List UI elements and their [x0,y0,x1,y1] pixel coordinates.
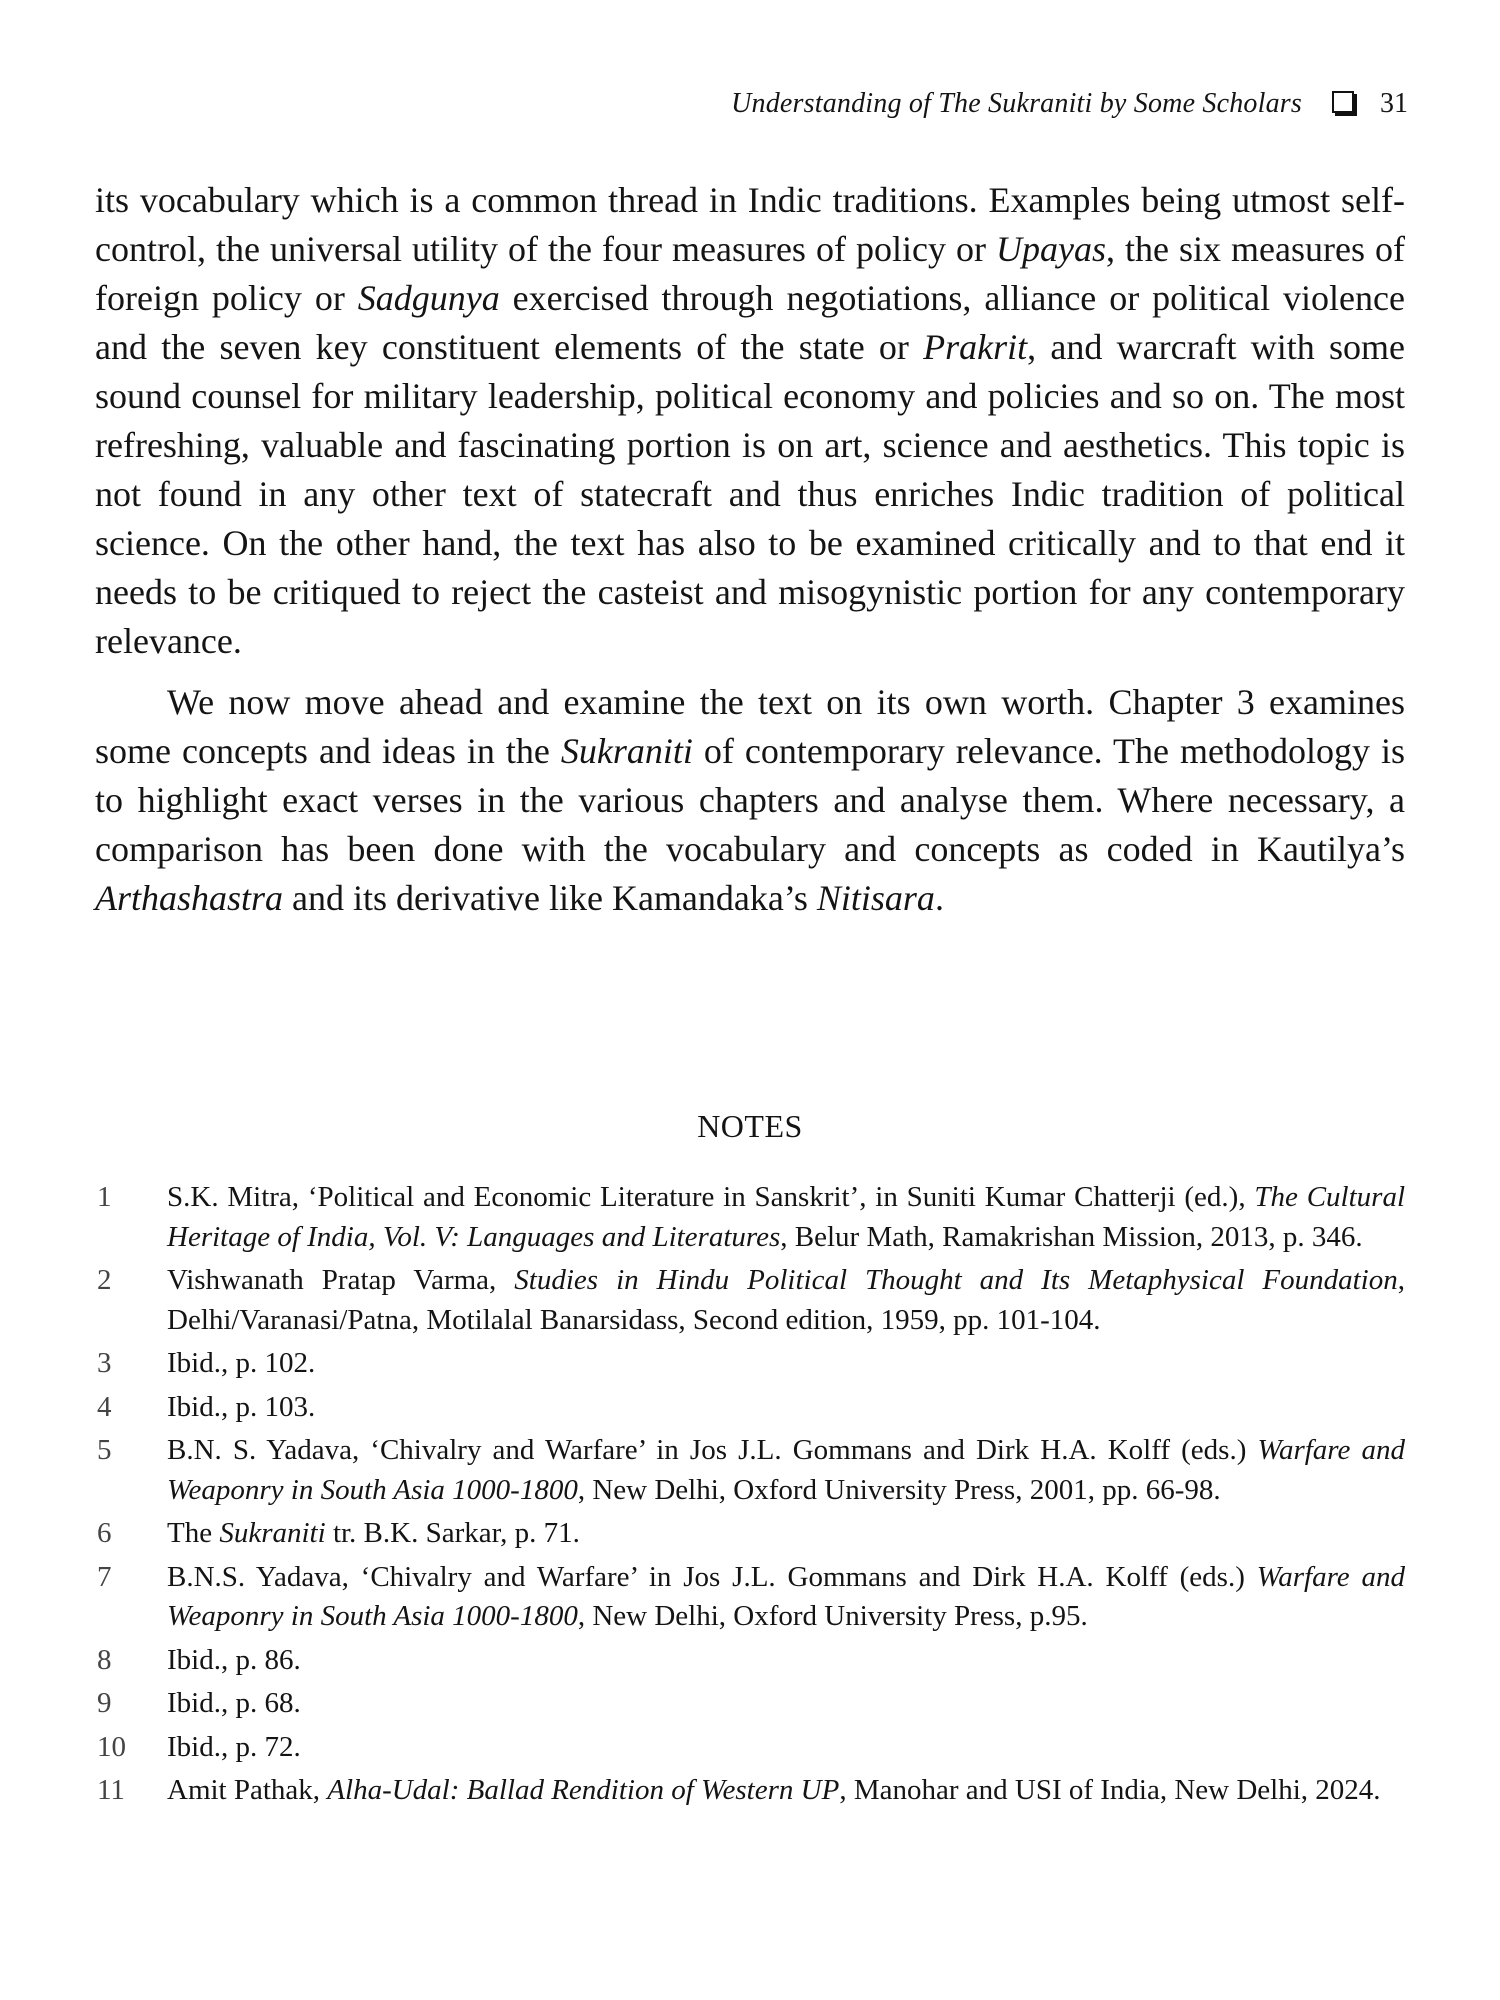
note-text [167,1684,1405,1724]
note-number: 7 [97,1560,112,1593]
text-run: , Manohar and USI of India, New Delhi, 2024. [839,1774,1381,1806]
note-number: 10 [97,1730,126,1763]
note-text [167,1728,1405,1768]
note-item [97,1641,1405,1681]
italic-text: Warfare and Weaponry in South Asia 1000-1800 [167,1434,1405,1506]
notes-list [97,1178,1405,1815]
text-run: . [934,878,944,918]
body-text [95,176,1405,923]
text-run: , New Delhi, Oxford University Press, 2001, pp. 66-98. [577,1473,1221,1506]
note-number: 9 [97,1687,112,1719]
text-run: Ibid., p. 86. [167,1643,301,1676]
note-text [167,1178,1405,1257]
text-run: , New Delhi, Oxford University Press, p.95. [577,1600,1088,1632]
italic-text: Upayas [995,229,1106,269]
note-number: 2 [97,1264,112,1296]
note-item [97,1514,1405,1554]
note-text [167,1388,1405,1428]
text-run: its vocabulary which is a common thread in Indic traditions. Examples being utmost self-control, the universal utility of the four measures of policy or [95,180,1405,269]
italic-text: Nitisara [816,878,935,918]
note-text [167,1344,1405,1384]
note-text [167,1641,1405,1681]
text-run: We now move ahead and examine the text on its own worth. Chapter 3 examines some concepts and ideas in the [95,682,1405,771]
note-number: 5 [97,1434,112,1466]
text-run: of contemporary relevance. The methodology is to highlight exact verses in the various chapters and analyse them. Where necessary, a comparison has been done with the vocabulary and concepts as coded in Kautilya’s [95,731,1405,869]
note-text [167,1771,1405,1811]
paragraph [95,176,1405,666]
text-run: and its derivative like Kamandaka’s [283,878,817,918]
text-run: B.N. S. Yadava, ‘Chivalry and Warfare’ in Jos J.L. Gommans and Dirk H.A. Kolff (eds.) [167,1434,1258,1466]
box-icon [1332,91,1354,113]
note-text [167,1558,1405,1637]
note-item [97,1344,1405,1384]
italic-text: Studies in Hindu Political Thought and Its Metaphysical Foundation [514,1264,1398,1296]
note-item [97,1771,1405,1811]
note-item [97,1684,1405,1724]
text-run: B.N.S. Yadava, ‘Chivalry and Warfare’ in Jos J.L. Gommans and Dirk H.A. Kolff (eds.) [167,1560,1257,1593]
italic-text: Sukraniti [560,731,693,771]
note-item [97,1431,1405,1510]
text-run: Ibid., p. 68. [167,1687,301,1719]
note-text [167,1261,1405,1340]
text-run: exercised through negotiations, alliance or political violence and the seven key constituent elements of the state or [95,278,1405,367]
italic-text: Arthashastra [95,878,284,918]
note-item [97,1388,1405,1428]
note-number: 8 [97,1643,112,1676]
text-run: Ibid., p. 103. [167,1390,316,1423]
note-number: 11 [97,1774,125,1806]
text-run: S.K. Mitra, ‘Political and Economic Literature in Sanskrit’, in Suniti Kumar Chatterji (ed.), [167,1181,1255,1213]
note-number: 6 [97,1517,112,1549]
note-item [97,1178,1405,1257]
italic-text: Prakrit [923,327,1028,367]
text-run: Vishwanath Pratap Varma, [167,1264,515,1296]
text-run: , Belur Math, Ramakrishan Mission, 2013, p. 346. [780,1220,1363,1253]
note-text [167,1431,1405,1510]
running-header [731,88,1408,120]
running-title: Understanding of The Sukraniti by Some Scholars [731,88,1302,119]
text-run: Ibid., p. 72. [167,1730,301,1763]
note-number: 3 [97,1347,112,1379]
italic-text: Warfare and Weaponry in South Asia 1000-1800 [167,1560,1405,1632]
text-run: , the six measures of foreign policy or [95,229,1405,318]
page-number: 31 [1380,88,1408,119]
text-run: , Delhi/Varanasi/Patna, Motilalal Banarsidass, Second edition, 1959, pp. 101-104. [167,1264,1405,1336]
note-text [167,1514,1405,1554]
italic-text: Alha-Udal: Ballad Rendition of Western UP [327,1774,840,1806]
text-run: tr. B.K. Sarkar, p. 71. [325,1517,580,1549]
note-item [97,1728,1405,1768]
italic-text: Sukraniti [219,1517,326,1549]
paragraph [95,678,1405,923]
note-item [97,1261,1405,1340]
note-item [97,1558,1405,1637]
text-run: The [167,1517,220,1549]
note-number: 1 [97,1181,112,1213]
text-run: Amit Pathak, [167,1774,328,1806]
text-run: Ibid., p. 102. [167,1347,316,1379]
italic-text: The Cultural Heritage of India, Vol. V: Languages and Literatures [167,1181,1405,1253]
notes-heading: NOTES [697,1108,803,1144]
text-run: , and warcraft with some sound counsel for military leadership, political economy and policies and so on. The most refreshing, valuable and fascinating portion is on art, science and aesthetics. This topic is not found in any other text of statecraft and thus enriches Indic tradition of political science. On the other hand, the text has also to be examined critically and to that end it needs to be critiqued to reject the casteist and misogynistic portion for any contemporary relevance. [95,327,1406,661]
note-number: 4 [97,1390,112,1423]
italic-text: Sadgunya [357,278,500,318]
